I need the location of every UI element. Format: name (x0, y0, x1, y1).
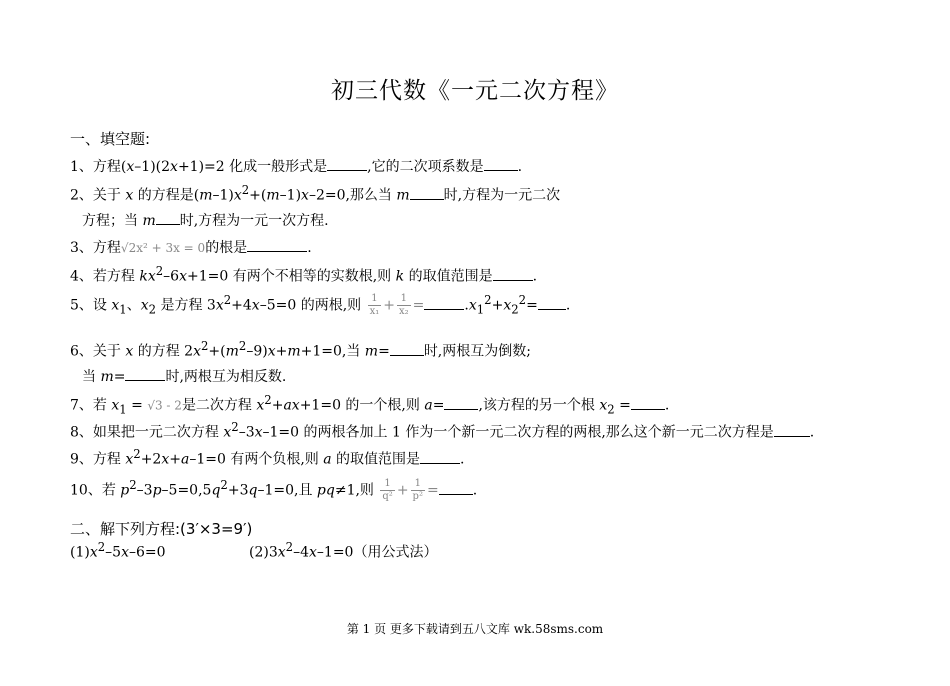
answer-blank[interactable] (439, 482, 473, 495)
answer-blank[interactable] (420, 451, 460, 464)
fraction-1-over-q2: $\frac{1}{\text{q²}}$ (382, 478, 393, 503)
answer-blank[interactable] (774, 424, 810, 437)
answer-blank[interactable] (424, 297, 464, 310)
answer-blank[interactable] (484, 158, 518, 171)
solve-problem-2: $(2)3x^2-4x-1=0$（用公式法） (249, 540, 438, 561)
fraction-1-over-x1: $\frac{1}{\text{x₁}}$ (369, 293, 380, 318)
answer-blank[interactable] (493, 268, 533, 281)
answer-blank[interactable] (631, 397, 665, 410)
page-footer: 第 1 页 更多下载请到五八文库 wk.58sms.com (346, 622, 604, 636)
fraction-1-over-p2: $\frac{1}{\text{p²}}$ (412, 478, 423, 503)
section-heading-fill-blank: 一、填空题: (70, 130, 151, 148)
section-heading-solve: 二、解下列方程:(3′×3=9′) (70, 520, 253, 538)
question-7: 7、若 $x_1 = √3 - 2$是二次方程 $x^2+ax+1=0$ 的一个根,则 a= ,该方程的另一个根 $x_2$ = . (70, 393, 670, 417)
question-2: 2、关于 x 的方程是$(m-1)x^2+(m-1)x-2=0$,那么当 m 时,方程为一元二次 (70, 183, 561, 204)
answer-blank[interactable] (444, 397, 478, 410)
question-6: 6、关于 x 的方程 $2x^2+(m^2-9)x+m+1=0$,当 m= 时,两根互为倒数; (70, 339, 531, 360)
answer-blank[interactable] (538, 297, 566, 310)
answer-blank[interactable] (390, 343, 424, 356)
solve-problem-1: $(1)x^2-5x-6=0$ (70, 540, 166, 561)
expression-sqrt3-minus-2: √3 - 2 (147, 398, 182, 413)
answer-blank[interactable] (156, 212, 180, 225)
question-5: 5、设 $x_1$、$x_2$ 是方程 $3x^2+4x-5=0$ 的两根,则 $\frac{1}{\text{x₁}}$ + $\frac{1}{\text{x₂}}$ = $.x_1^2+x_2^2=$ . (70, 293, 571, 318)
answer-blank[interactable] (410, 187, 444, 200)
question-1: 1、方程(x–1)(2x+1)=2 化成一般形式是 ,它的二次项系数是 . (70, 159, 523, 175)
question-2-cont: 方程；当 m 时,方程为一元一次方程. (82, 213, 329, 229)
answer-blank[interactable] (125, 368, 165, 381)
answer-blank[interactable] (247, 239, 307, 252)
question-3: 3、方程√2x² + 3x = 0的根是 . (70, 240, 312, 256)
question-6-cont: 当 m= 时,两根互为相反数. (82, 369, 287, 385)
fraction-1-over-x2: $\frac{1}{\text{x₂}}$ (399, 293, 409, 318)
answer-blank[interactable] (327, 158, 367, 171)
page-title: 初三代数《一元二次方程》 (331, 78, 619, 104)
question-8: 8、如果把一元二次方程 $x^2-3x-1=0$ 的两根各加上 1 作为一个新一元二次方程的两根,那么这个新一元二次方程是 . (70, 420, 815, 441)
question-4: 4、若方程 $kx^2-6x+1=0$ 有两个不相等的实数根,则 k 的取值范围是 . (70, 264, 538, 285)
equation-sqrt2x2-3x: √2x² + 3x = 0 (120, 241, 206, 255)
question-10: 10、若 $p^2-3p-5=0,5q^2+3q-1=0$,且 pq≠1,则 $\frac{1}{\text{q²}}$ + $\frac{1}{\text{p²}}$ = . (70, 478, 478, 503)
question-9: 9、方程 $x^2+2x+a-1=0$ 有两个负根,则 a 的取值范围是 . (70, 447, 465, 468)
